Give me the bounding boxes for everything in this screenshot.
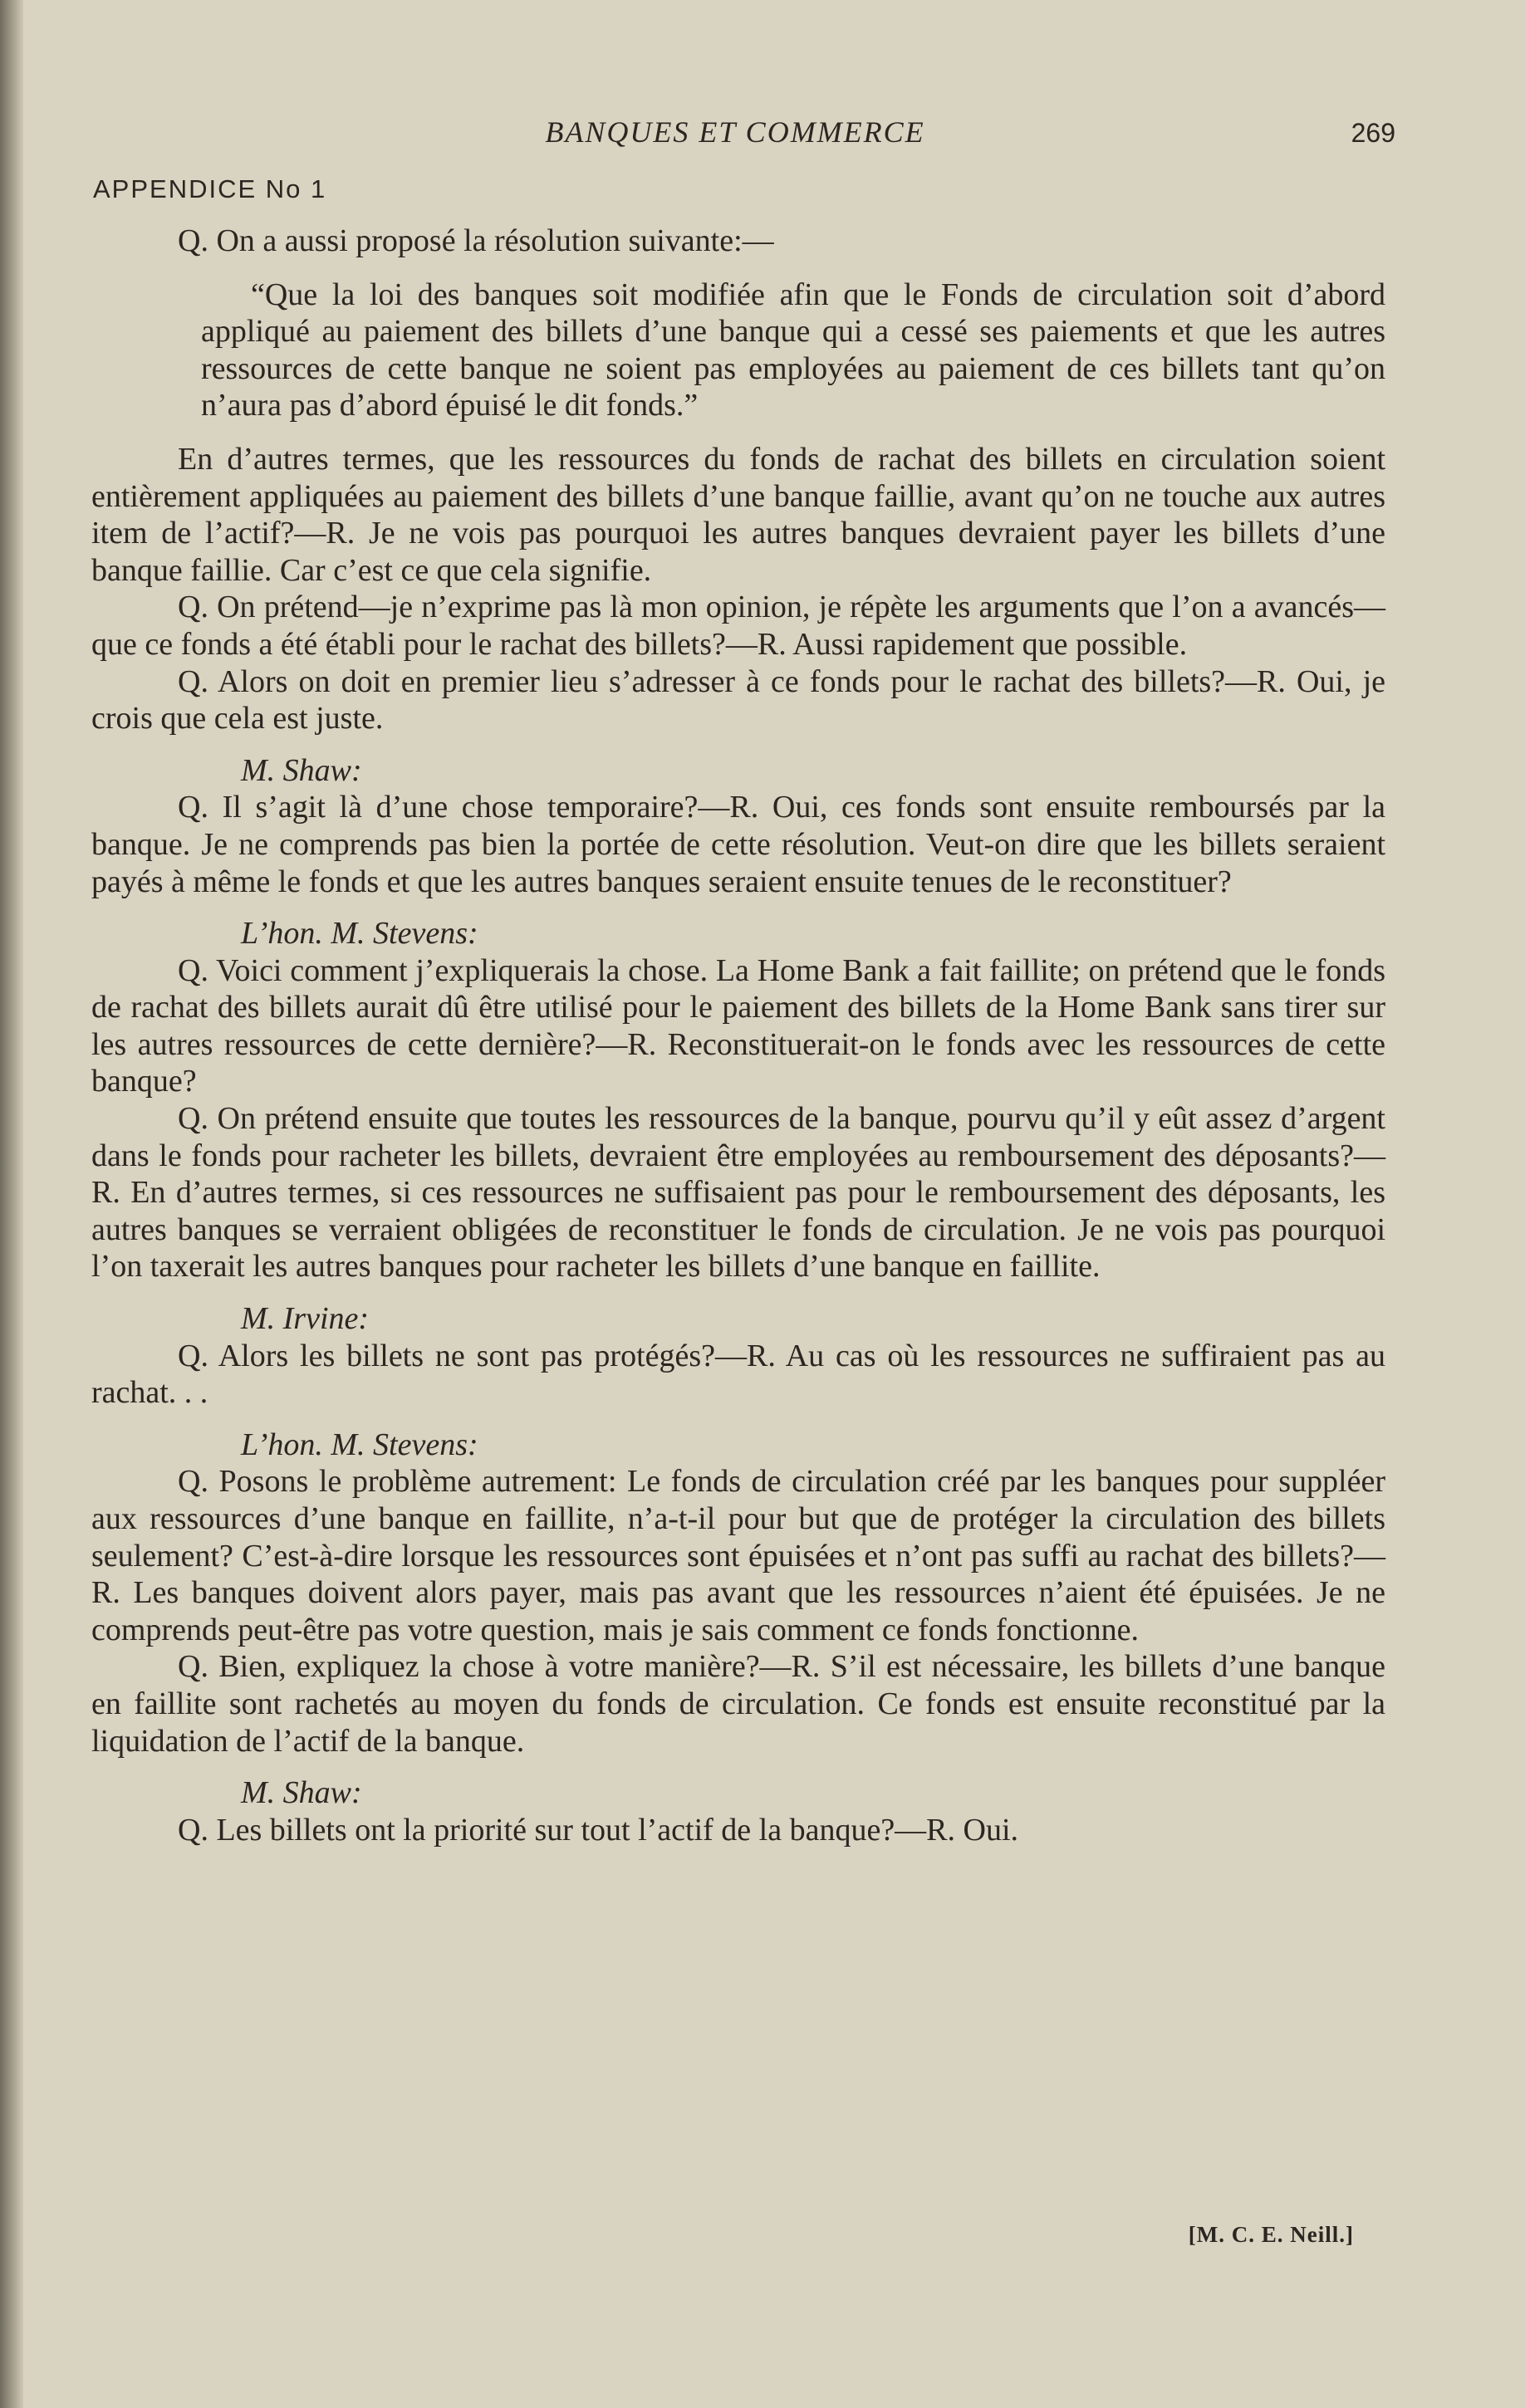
book-binding-edge <box>0 0 23 2408</box>
paragraph: Q. Voici comment j’expliquerais la chose. La Home Bank a fait faillite; on prétend que le fonds de rachat des billets aurait dû être utilisé pour le paiement des billets de la Home Bank sans tirer sur les autres ressources de cette dernière?—R. Reconstituerait-on le fonds avec les ressources de cette banque? <box>91 952 1385 1099</box>
paragraph-question: Q. On a aussi proposé la résolution suivante:— <box>178 223 774 258</box>
paragraph: En d’autres termes, que les ressources du fonds de rachat des billets en circulation soient entièrement appliquées au paiement des billets d’une banque faillie, avant qu’on ne touche aux autres item de l’actif?—R. Je ne vois pas pourquoi les autres banques devraient payer les billets d’une banque faillie. Car c’est ce que cela signifie. <box>91 441 1385 588</box>
paragraph: Q. Alors on doit en premier lieu s’adresser à ce fonds pour le rachat des billets?—R. Oui, je crois que cela est juste. <box>91 663 1385 737</box>
speaker-heading: M. Shaw: <box>241 752 362 788</box>
quoted-resolution: “Que la loi des banques soit modifiée afin que le Fonds de circulation soit d’abord appliqué au paiement des billets d’une banque qui a cessé ses paiements et que les autres ressources de cette banque ne soient pas employées au paiement de ces billets tant qu’on n’aura pas d’abord épuisé le dit fonds.” <box>201 277 1385 423</box>
running-title: BANQUES ET COMMERCE <box>545 115 925 149</box>
paragraph: Q. On prétend ensuite que toutes les ressources de la banque, pourvu qu’il y eût assez d’argent dans le fonds pour racheter les billets, devraient être employées au remboursement des déposants?—R. En d’autres termes, si ces ressources ne suffisaient pas pour le remboursement des déposants, les autres banques se verraient obligées de reconstituer le fonds de circulation. Je ne vois pas pourquoi l’on taxerait les autres banques pour racheter les billets d’une banque en faillite. <box>91 1101 1385 1285</box>
document-page <box>91 0 1395 2408</box>
paragraph: Q. Posons le problème autrement: Le fonds de circulation créé par les banques pour suppléer aux ressources d’une banque en faillite, n’a-t-il pour but que de protéger la circulation des billets seulement? C’est-à-dire lorsque les ressources sont épuisées et n’ont pas suffi au rachat des billets?—R. Les banques doivent alors payer, mais pas avant que les ressources n’aient été épuisées. Je ne comprends peut-être pas votre question, mais je sais comment ce fonds fonctionne. <box>91 1464 1385 1647</box>
paragraph: Q. Il s’agit là d’une chose temporaire?—R. Oui, ces fonds sont ensuite remboursés par la banque. Je ne comprends pas bien la portée de cette résolution. Veut-on dire que les billets seraient payés à même le fonds et que les autres banques seraient ensuite tenues de le reconstituer? <box>91 790 1385 899</box>
speaker-heading: M. Shaw: <box>241 1775 362 1811</box>
paragraph: Q. Bien, expliquez la chose à votre manière?—R. S’il est nécessaire, les billets d’une banque en faillite sont rachetés au moyen du fonds de circulation. Ce fonds est ensuite reconstitué par la liquidation de l’actif de la banque. <box>91 1649 1385 1759</box>
speaker-heading: L’hon. M. Stevens: <box>241 916 478 952</box>
appendix-label: APPENDICE No 1 <box>93 174 327 203</box>
paragraph: Q. Les billets ont la priorité sur tout l’actif de la banque?—R. Oui. <box>178 1812 1019 1848</box>
speaker-heading: L’hon. M. Stevens: <box>241 1427 478 1462</box>
document-body <box>91 223 1385 1848</box>
paragraph: Q. On prétend—je n’exprime pas là mon opinion, je répète les arguments que l’on a avancés—que ce fonds a été établi pour le rachat des billets?—R. Aussi rapidement que possible. <box>91 590 1385 662</box>
paragraph: Q. Alors les billets ne sont pas protégés?—R. Au cas où les ressources ne suffiraient pas au rachat. . . <box>91 1338 1385 1411</box>
signature-credit: [M. C. E. Neill.] <box>1188 2222 1354 2247</box>
page-number: 269 <box>1351 118 1395 148</box>
speaker-heading: M. Irvine: <box>241 1301 370 1337</box>
